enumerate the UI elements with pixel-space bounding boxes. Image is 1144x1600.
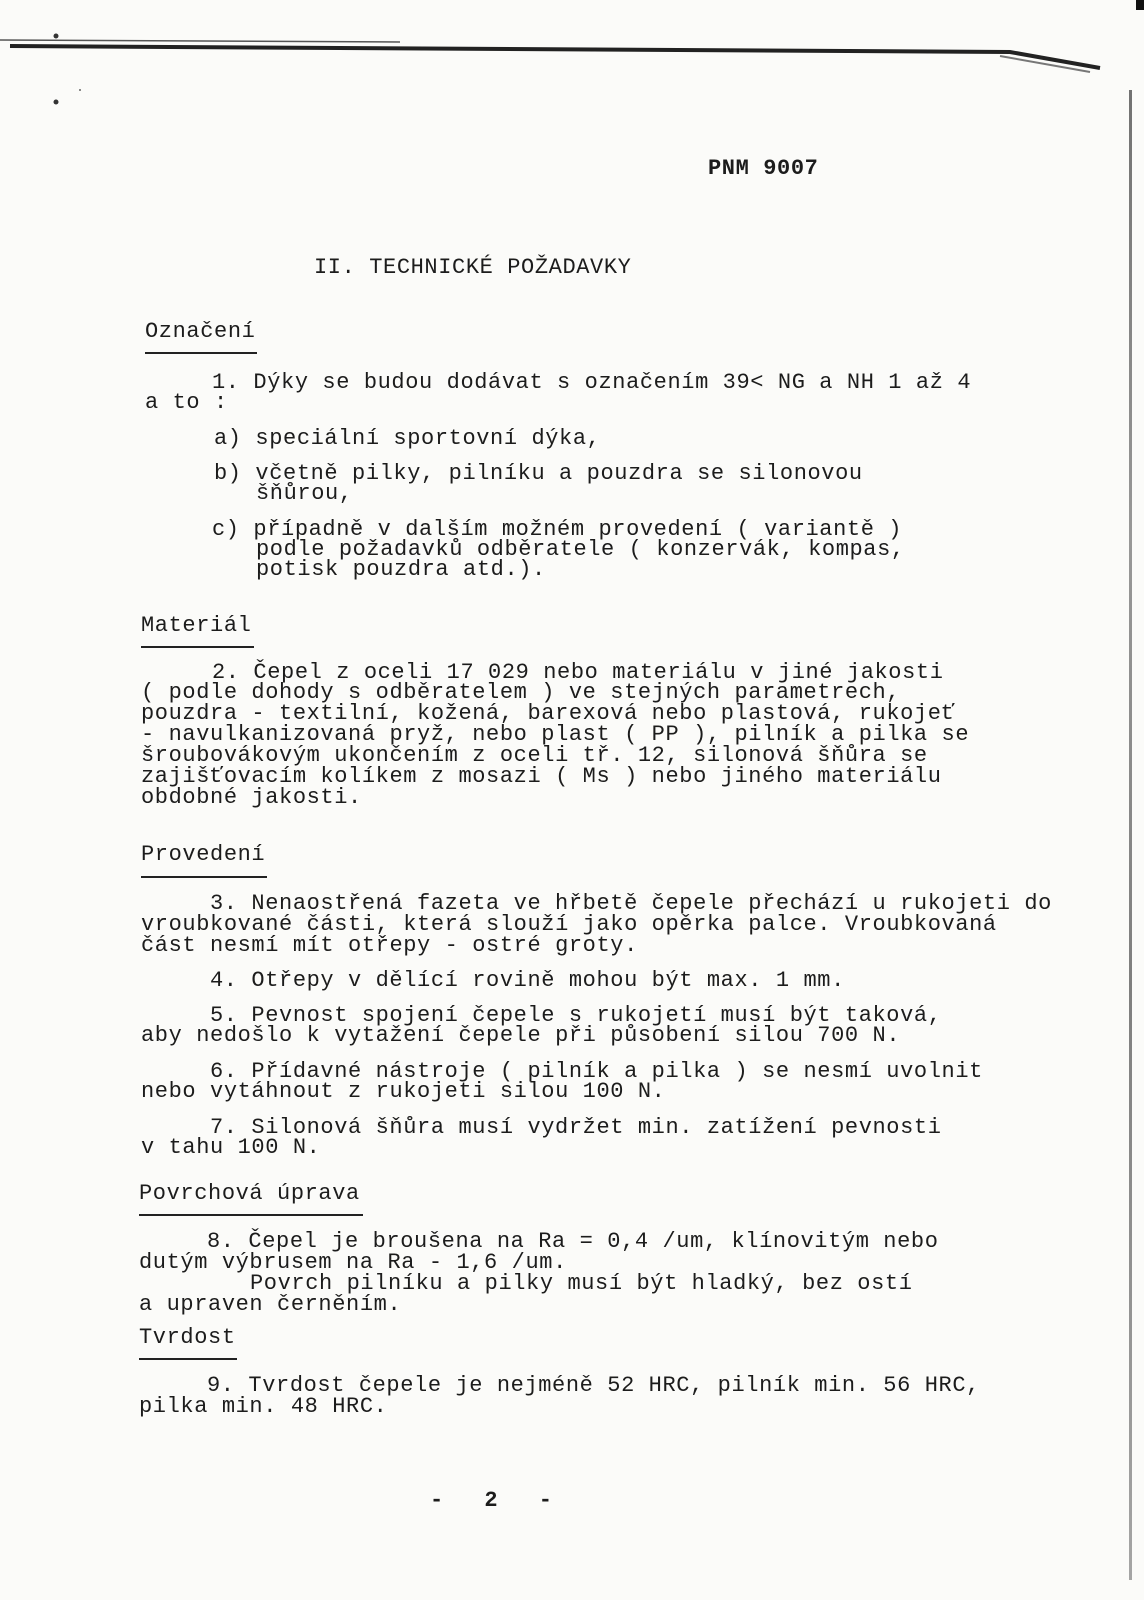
section-heading-material: Materiál <box>141 613 252 638</box>
scan-corner-mark <box>1136 0 1144 10</box>
paragraph-3-cont: vroubkované části, která slouží jako opěrka palce. Vroubkovaná <box>141 912 997 937</box>
section-heading-tvrdost: Tvrdost <box>139 1325 236 1350</box>
scan-right-edge <box>1129 90 1132 1580</box>
section-heading-povrch: Povrchová úprava <box>139 1181 360 1206</box>
section-heading-provedeni: Provedení <box>141 842 266 867</box>
paragraph-5: 5. Pevnost spojení čepele s rukojetí musí být taková, <box>210 1003 942 1028</box>
list-item-c-cont2: potisk pouzdra atd.). <box>256 557 546 582</box>
paragraph-2-line: zajišťovacím kolíkem z mosazi ( Ms ) nebo jiného materiálu <box>141 764 942 789</box>
paragraph-8-cont: Povrch pilníku a pilky musí být hladký, bez ostí <box>250 1271 913 1296</box>
heading-underline <box>141 646 254 648</box>
paragraph-2-line: 2. Čepel z oceli 17 029 nebo materiálu v jiné jakosti <box>212 660 944 685</box>
paragraph-7: 7. Silonová šňůra musí vydržet min. zatížení pevnosti <box>210 1115 942 1140</box>
paragraph-9-cont: pilka min. 48 HRC. <box>139 1394 388 1419</box>
list-item-c-cont1: podle požadavků odběratele ( konzervák, kompas, <box>256 537 905 562</box>
paragraph-4: 4. Otřepy v dělící rovině mohou být max. 1 mm. <box>210 968 845 993</box>
paragraph-3: 3. Nenaostřená fazeta ve hřbetě čepele přechází u rukojeti do <box>210 891 1052 916</box>
paragraph-8-cont: dutým výbrusem na Ra - 1,6 /um. <box>139 1250 567 1275</box>
paragraph-8: 8. Čepel je broušena na Ra = 0,4 /um, klínovitým nebo <box>207 1229 939 1254</box>
heading-underline <box>139 1214 363 1216</box>
paragraph-2-line: ( podle dohody s odběratelem ) ve stejných parametrech, <box>141 680 901 705</box>
heading-underline <box>145 352 257 354</box>
paragraph-6-cont: nebo vytáhnout z rukojeti silou 100 N. <box>141 1079 666 1104</box>
paragraph-2-line: šroubovákovým ukončením z oceli tř. 12, silonová šňůra se <box>141 743 928 768</box>
list-item-a: a) speciální sportovní dýka, <box>214 426 601 451</box>
list-item-c: c) případně v dalším možném provedení ( variantě ) <box>212 517 903 542</box>
paragraph-1: 1. Dýky se budou dodávat s označením 39< NG a NH 1 až 4 <box>212 370 972 395</box>
paragraph-1-cont: a to : <box>145 390 228 415</box>
paragraph-8-cont: a upraven černěním. <box>139 1292 402 1317</box>
paragraph-5-cont: aby nedošlo k vytažení čepele při působení silou 700 N. <box>141 1023 901 1048</box>
heading-underline <box>139 1358 237 1360</box>
chapter-title: II. TECHNICKÉ POŽADAVKY <box>314 255 632 280</box>
scan-border-artifact <box>0 0 1144 110</box>
paragraph-3-cont: část nesmí mít otřepy - ostré groty. <box>141 933 638 958</box>
paragraph-9: 9. Tvrdost čepele je nejméně 52 HRC, pilník min. 56 HRC, <box>207 1373 980 1398</box>
paragraph-6: 6. Přídavné nástroje ( pilník a pilka ) se nesmí uvolnit <box>210 1059 983 1084</box>
paragraph-2-line: pouzdra - textilní, kožená, barexová nebo plastová, rukojeť <box>141 701 956 726</box>
document-code: PNM 9007 <box>708 156 819 181</box>
section-heading-oznaceni: Označení <box>145 319 256 344</box>
paragraph-2-line: obdobné jakosti. <box>141 785 362 810</box>
list-item-b-cont: šňůrou, <box>256 481 353 506</box>
list-item-b: b) včetně pilky, pilníku a pouzdra se silonovou <box>214 461 863 486</box>
paragraph-2-line: - navulkanizovaná pryž, nebo plast ( PP ), pilník a pilka se <box>141 722 970 747</box>
page-number: - 2 - <box>430 1488 567 1513</box>
paragraph-7-cont: v tahu 100 N. <box>141 1135 321 1160</box>
heading-underline <box>141 876 267 878</box>
